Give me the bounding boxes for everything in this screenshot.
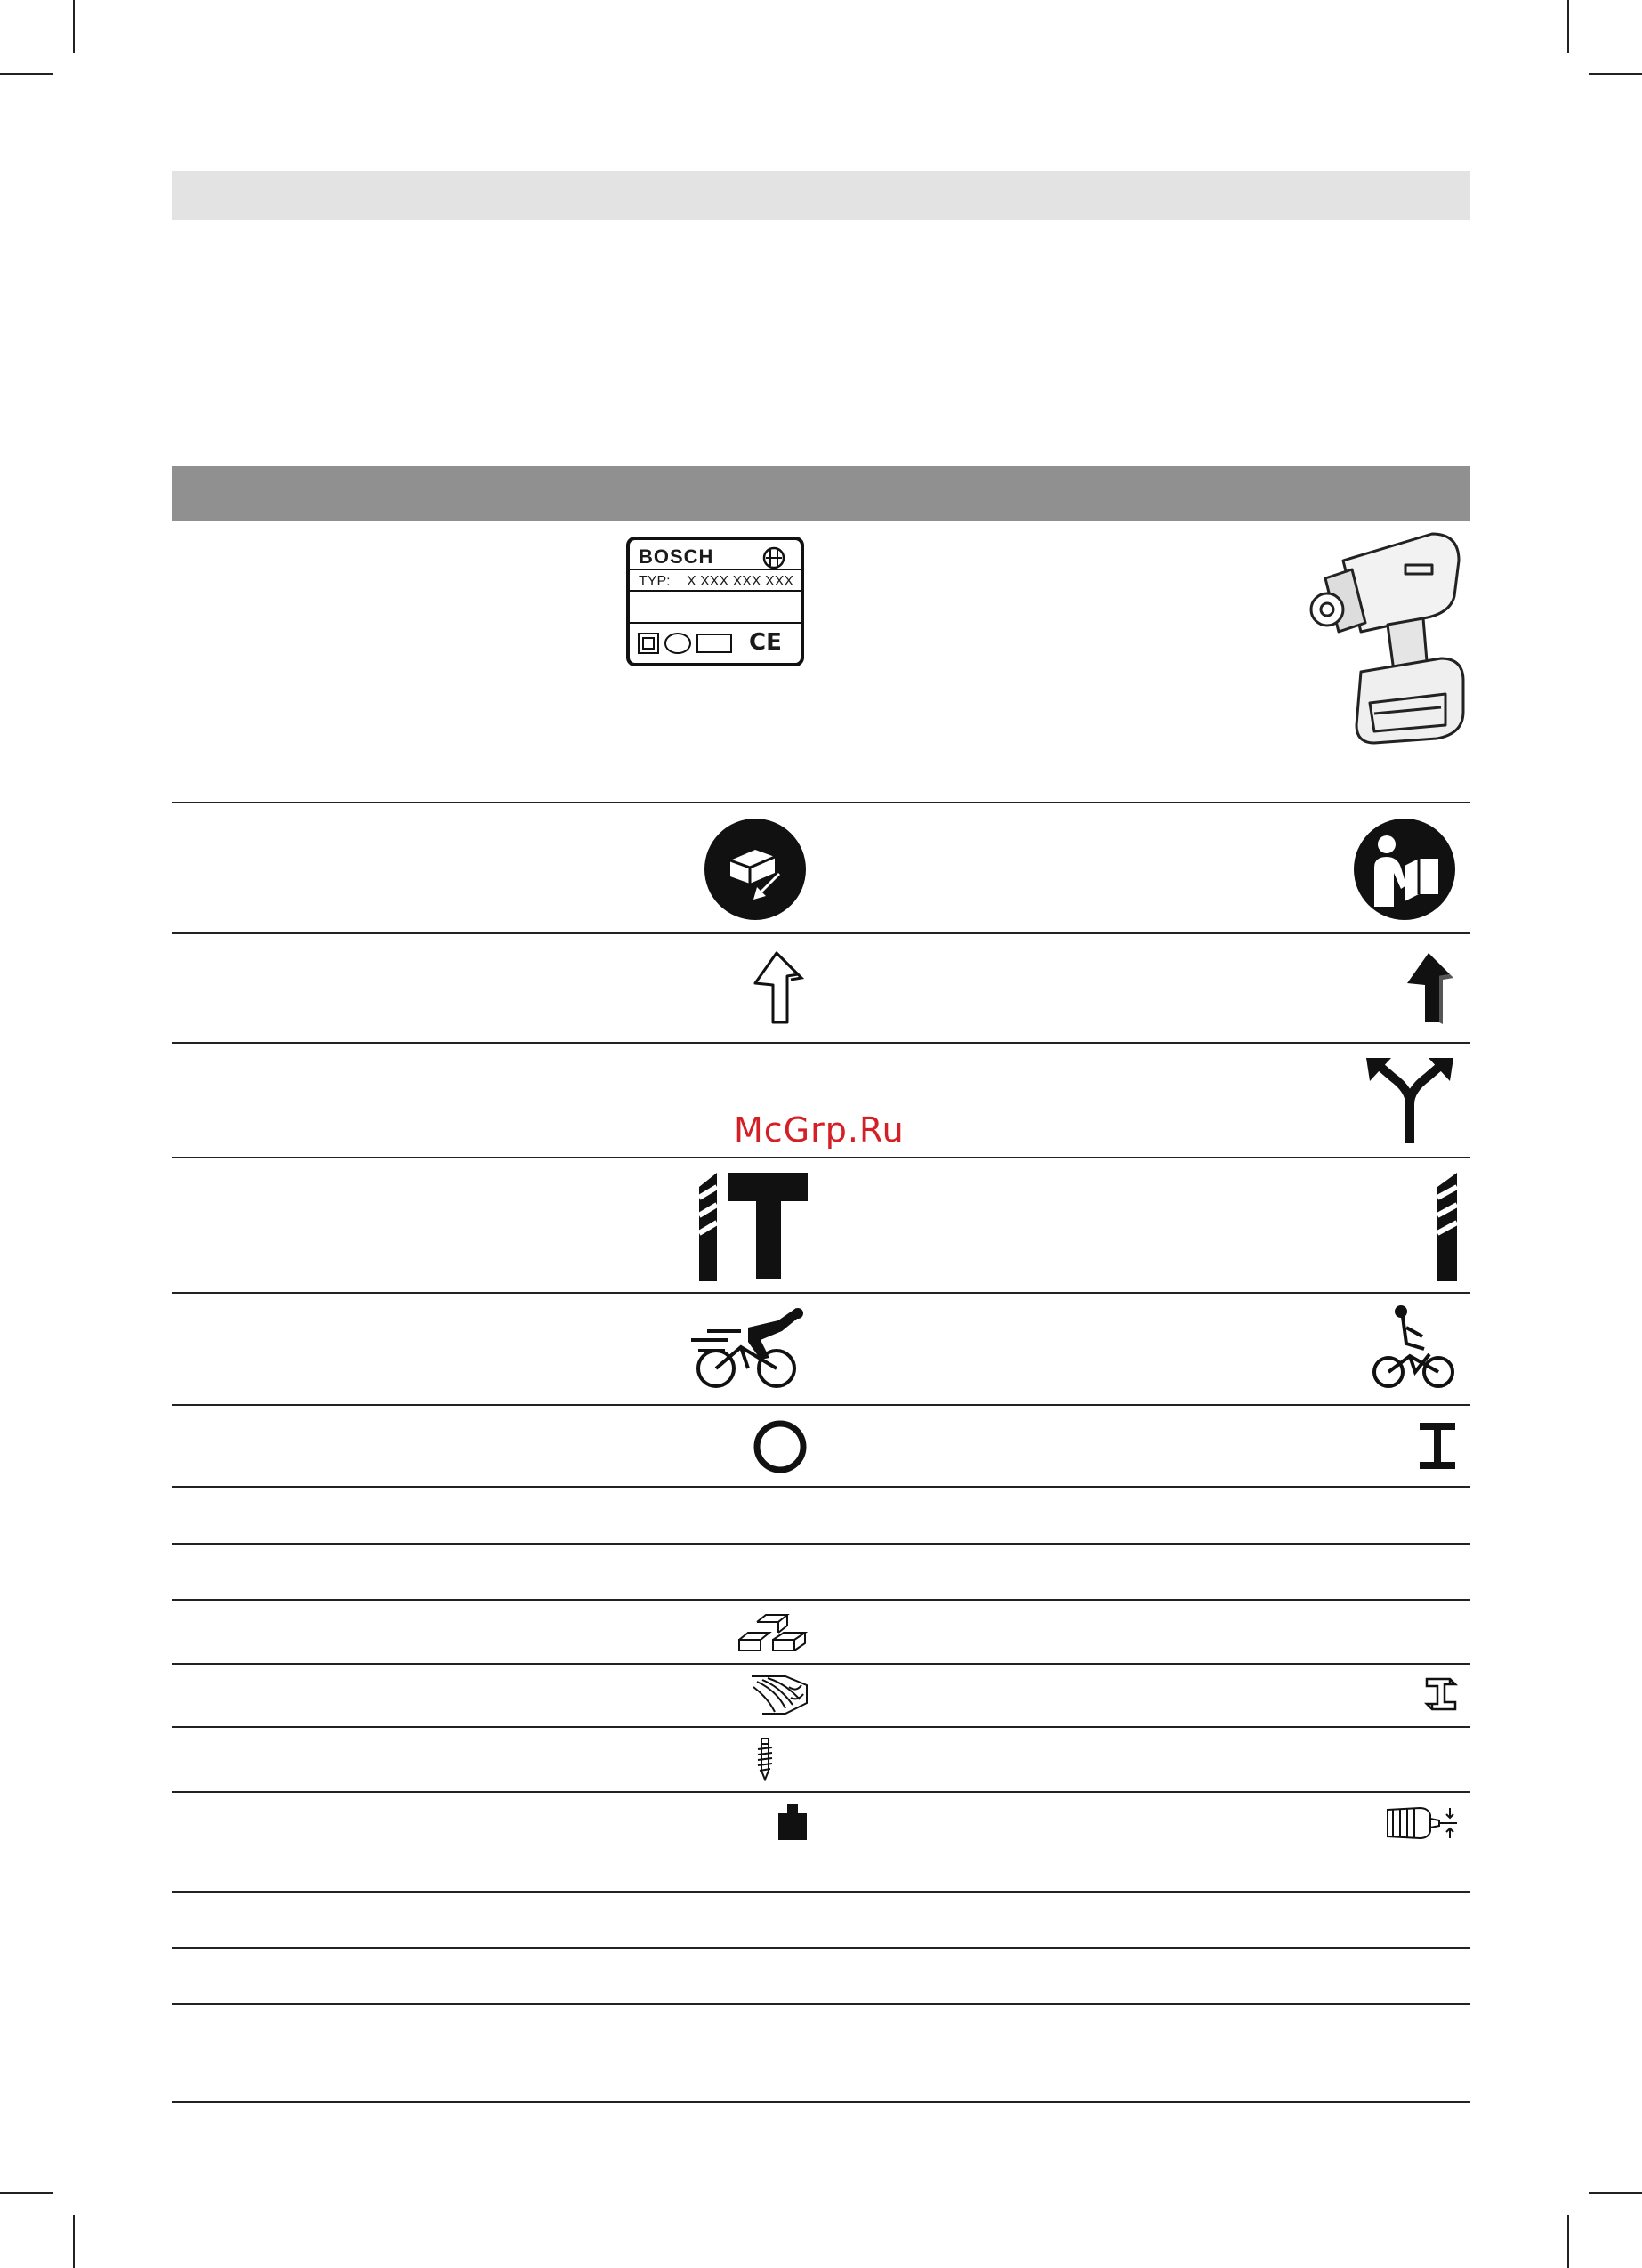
row-divider [172, 1042, 1470, 1044]
chuck-clamping-range-icon [1384, 1803, 1459, 1844]
read-instructions-icon [1353, 818, 1456, 921]
crop-mark [73, 2215, 75, 2268]
row-divider [172, 1947, 1470, 1949]
row-divider [172, 1157, 1470, 1158]
bosch-armature-icon [761, 545, 786, 570]
nameplate-type-value: X XXX XXX XXX [687, 574, 794, 589]
certification-marks-icon [637, 631, 744, 658]
drill-mode-icon [1436, 1171, 1459, 1281]
selectable-function-icon [1361, 1054, 1459, 1147]
crop-mark [1567, 0, 1569, 53]
row-divider [172, 1726, 1470, 1728]
action-arrow-filled-icon [1402, 948, 1459, 1028]
row-divider [172, 932, 1470, 934]
row-divider [172, 1599, 1470, 1601]
crop-mark [73, 0, 75, 53]
crop-mark [0, 73, 53, 75]
screw-icon [755, 1737, 775, 1781]
crop-mark [0, 2192, 53, 2194]
i-beam-icon [1418, 1421, 1457, 1471]
crop-mark [1589, 73, 1642, 75]
crop-mark [1567, 2215, 1569, 2268]
hammer-drill-mode-icon [696, 1171, 811, 1281]
row-divider [172, 1486, 1470, 1488]
row-divider [172, 1292, 1470, 1294]
row-divider [172, 1404, 1470, 1406]
steel-icon [1423, 1675, 1459, 1713]
row-divider [172, 802, 1470, 803]
read-accessory-manual-icon [704, 818, 807, 921]
row-divider [172, 1891, 1470, 1893]
nameplate-brand: BOSCH [639, 545, 714, 568]
slow-gear-cyclist-icon [1371, 1304, 1458, 1392]
brick-masonry-icon [737, 1610, 809, 1652]
nameplate-type-label: TYP: [639, 574, 671, 589]
circle-diameter-icon [753, 1419, 808, 1474]
drill-illustration-icon [1290, 525, 1468, 747]
row-divider [172, 1663, 1470, 1665]
nameplate-icon [626, 537, 804, 666]
weight-icon [777, 1803, 809, 1842]
action-arrow-outline-icon [750, 948, 807, 1028]
wood-icon [750, 1673, 809, 1715]
row-divider [172, 2101, 1470, 2103]
row-divider [172, 1791, 1470, 1793]
table-header-band [172, 466, 1470, 521]
crop-mark [1589, 2192, 1642, 2194]
ce-mark: CE [749, 629, 782, 656]
row-divider [172, 2003, 1470, 2005]
row-divider [172, 1543, 1470, 1545]
section-header-band [172, 171, 1470, 220]
watermark-text: McGrp.Ru [734, 1110, 905, 1150]
fast-gear-cyclist-icon [689, 1304, 810, 1392]
